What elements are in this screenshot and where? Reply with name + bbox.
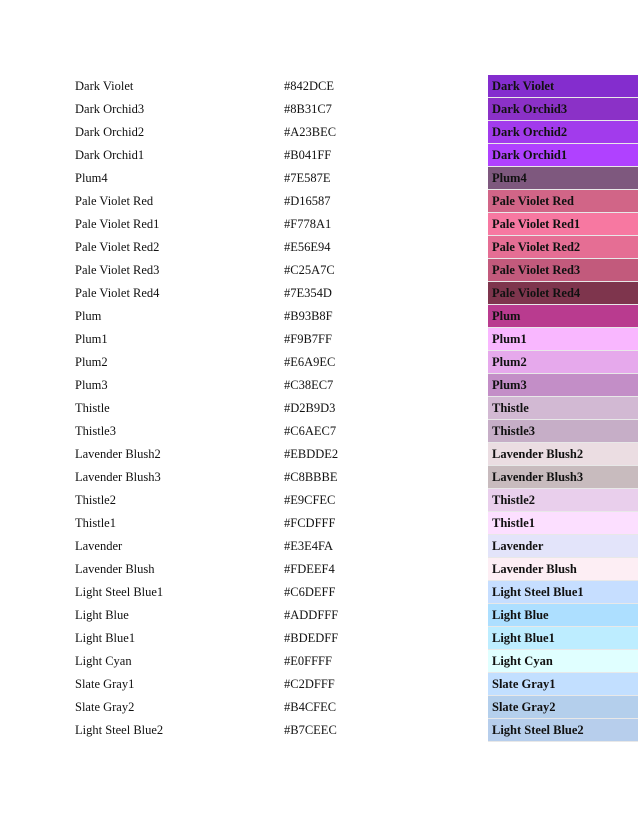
color-row	[0, 535, 638, 558]
color-hex-code: #E0FFFF	[284, 654, 332, 668]
swatch-label: Lavender	[492, 539, 544, 553]
color-swatch	[488, 328, 638, 351]
color-hex-code: #E56E94	[284, 240, 331, 254]
color-swatch	[488, 558, 638, 581]
color-name: Slate Gray1	[75, 677, 135, 691]
color-row	[0, 397, 638, 420]
color-hex-code: #C2DFFF	[284, 677, 335, 691]
color-row	[0, 144, 638, 167]
color-hex-code: #D2B9D3	[284, 401, 336, 415]
color-name: Lavender Blush2	[75, 447, 161, 461]
color-row	[0, 696, 638, 719]
color-row	[0, 650, 638, 673]
color-swatch	[488, 673, 638, 696]
color-row	[0, 190, 638, 213]
color-hex-code: #FCDFFF	[284, 516, 336, 530]
swatch-label: Light Steel Blue1	[492, 585, 584, 599]
color-swatch	[488, 374, 638, 397]
color-hex-code: #A23BEC	[284, 125, 337, 139]
color-swatch	[488, 719, 638, 742]
color-name: Slate Gray2	[75, 700, 135, 714]
swatch-label: Slate Gray2	[492, 700, 556, 714]
color-name: Light Cyan	[75, 654, 132, 668]
color-row	[0, 420, 638, 443]
color-name: Plum3	[75, 378, 108, 392]
color-row	[0, 328, 638, 351]
color-swatch	[488, 466, 638, 489]
color-hex-code: #E3E4FA	[284, 539, 334, 553]
color-name: Lavender Blush3	[75, 470, 161, 484]
color-hex-code: #B4CFEC	[284, 700, 337, 714]
swatch-label: Light Cyan	[492, 654, 553, 668]
color-hex-code: #E9CFEC	[284, 493, 336, 507]
swatch-label: Thistle2	[492, 493, 536, 507]
color-swatch	[488, 627, 638, 650]
color-name: Light Steel Blue1	[75, 585, 164, 599]
color-row	[0, 98, 638, 121]
color-swatch	[488, 167, 638, 190]
color-row	[0, 236, 638, 259]
color-hex-code: #E6A9EC	[284, 355, 336, 369]
color-swatch	[488, 282, 638, 305]
color-hex-code: #C6DEFF	[284, 585, 336, 599]
color-swatch	[488, 213, 638, 236]
color-hex-code: #EBDDE2	[284, 447, 339, 461]
color-swatch	[488, 121, 638, 144]
color-hex-code: #D16587	[284, 194, 331, 208]
color-row	[0, 719, 638, 742]
swatch-label: Pale Violet Red3	[492, 263, 581, 277]
color-hex-code: #FDEEF4	[284, 562, 335, 576]
color-name: Pale Violet Red2	[75, 240, 160, 254]
color-swatch	[488, 512, 638, 535]
color-swatch	[488, 604, 638, 627]
color-name: Dark Orchid2	[75, 125, 145, 139]
color-name: Plum2	[75, 355, 108, 369]
color-name: Pale Violet Red	[75, 194, 154, 208]
swatch-label: Plum2	[492, 355, 527, 369]
swatch-label: Plum1	[492, 332, 527, 346]
swatch-label: Dark Orchid3	[492, 102, 568, 116]
color-swatch	[488, 397, 638, 420]
color-name: Light Steel Blue2	[75, 723, 164, 737]
color-row	[0, 213, 638, 236]
color-hex-code: #8B31C7	[284, 102, 332, 116]
color-hex-code: #B041FF	[284, 148, 332, 162]
color-row	[0, 466, 638, 489]
color-swatch	[488, 75, 638, 98]
swatch-label: Pale Violet Red2	[492, 240, 581, 254]
color-hex-code: #F9B7FF	[284, 332, 332, 346]
color-row	[0, 75, 638, 98]
color-row	[0, 558, 638, 581]
color-hex-code: #C25A7C	[284, 263, 335, 277]
color-row	[0, 282, 638, 305]
color-row	[0, 512, 638, 535]
color-name: Dark Violet	[75, 79, 134, 93]
color-row	[0, 351, 638, 374]
swatch-label: Pale Violet Red	[492, 194, 574, 208]
color-name: Lavender Blush	[75, 562, 155, 576]
color-row	[0, 604, 638, 627]
color-name: Plum1	[75, 332, 108, 346]
swatch-label: Lavender Blush2	[492, 447, 584, 461]
color-hex-code: #C6AEC7	[284, 424, 337, 438]
color-row	[0, 627, 638, 650]
color-swatch	[488, 489, 638, 512]
color-row	[0, 443, 638, 466]
swatch-label: Thistle3	[492, 424, 536, 438]
color-hex-code: #7E587E	[284, 171, 331, 185]
color-hex-code: #C8BBBE	[284, 470, 338, 484]
color-name: Dark Orchid1	[75, 148, 145, 162]
color-swatch	[488, 144, 638, 167]
color-hex-code: #ADDFFF	[284, 608, 339, 622]
swatch-label: Dark Orchid2	[492, 125, 568, 139]
color-swatch	[488, 443, 638, 466]
color-name: Plum4	[75, 171, 108, 185]
color-swatch	[488, 650, 638, 673]
color-name: Light Blue1	[75, 631, 136, 645]
color-hex-code: #7E354D	[284, 286, 332, 300]
color-swatch	[488, 259, 638, 282]
color-name: Thistle	[75, 401, 110, 415]
color-hex-code: #842DCE	[284, 79, 334, 93]
color-row	[0, 374, 638, 397]
color-swatch	[488, 696, 638, 719]
color-name: Plum	[75, 309, 102, 323]
color-row	[0, 581, 638, 604]
color-hex-code: #B93B8F	[284, 309, 333, 323]
color-swatch	[488, 190, 638, 213]
color-hex-code: #C38EC7	[284, 378, 334, 392]
swatch-label: Pale Violet Red4	[492, 286, 581, 300]
color-hex-code: #F778A1	[284, 217, 332, 231]
swatch-label: Light Blue1	[492, 631, 555, 645]
swatch-label: Dark Violet	[492, 79, 555, 93]
swatch-label: Pale Violet Red1	[492, 217, 581, 231]
color-row	[0, 121, 638, 144]
swatch-label: Plum3	[492, 378, 527, 392]
swatch-label: Lavender Blush	[492, 562, 577, 576]
color-row	[0, 305, 638, 328]
color-swatch	[488, 420, 638, 443]
color-name: Pale Violet Red3	[75, 263, 160, 277]
color-name: Dark Orchid3	[75, 102, 145, 116]
swatch-label: Thistle	[492, 401, 529, 415]
swatch-label: Light Blue	[492, 608, 549, 622]
color-hex-code: #BDEDFF	[284, 631, 339, 645]
color-name: Thistle3	[75, 424, 116, 438]
swatch-label: Light Steel Blue2	[492, 723, 584, 737]
color-row	[0, 673, 638, 696]
color-row	[0, 259, 638, 282]
swatch-label: Plum4	[492, 171, 527, 185]
color-row	[0, 167, 638, 190]
color-swatch	[488, 305, 638, 328]
swatch-label: Dark Orchid1	[492, 148, 568, 162]
swatch-label: Lavender Blush3	[492, 470, 584, 484]
color-name: Pale Violet Red4	[75, 286, 160, 300]
color-table	[0, 75, 638, 742]
color-name: Thistle1	[75, 516, 116, 530]
swatch-label: Slate Gray1	[492, 677, 556, 691]
color-swatch	[488, 236, 638, 259]
color-row	[0, 489, 638, 512]
color-name: Thistle2	[75, 493, 116, 507]
color-name: Pale Violet Red1	[75, 217, 160, 231]
swatch-label: Plum	[492, 309, 521, 323]
color-hex-code: #B7CEEC	[284, 723, 337, 737]
color-swatch	[488, 98, 638, 121]
color-swatch	[488, 535, 638, 558]
color-name: Light Blue	[75, 608, 129, 622]
color-name: Lavender	[75, 539, 123, 553]
color-swatch	[488, 351, 638, 374]
swatch-label: Thistle1	[492, 516, 536, 530]
color-swatch	[488, 581, 638, 604]
